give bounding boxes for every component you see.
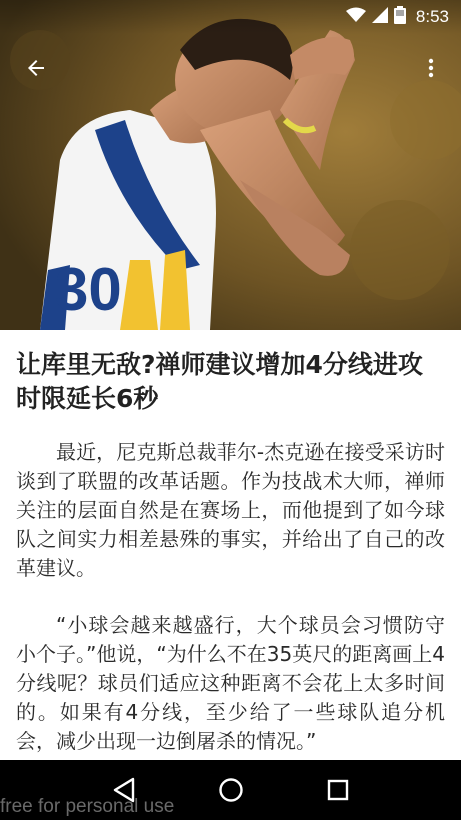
signal-icon xyxy=(372,7,388,27)
status-bar xyxy=(0,0,461,34)
more-vertical-icon xyxy=(419,56,443,80)
more-options-button[interactable] xyxy=(415,52,447,84)
wifi-icon xyxy=(346,7,366,27)
watermark: free for personal use xyxy=(0,796,175,817)
nav-back-button[interactable] xyxy=(104,770,144,810)
nav-recents-button[interactable] xyxy=(318,770,358,810)
nav-home-button[interactable] xyxy=(211,770,251,810)
status-time: 8:53 xyxy=(415,7,449,26)
back-button[interactable] xyxy=(20,52,52,84)
battery-icon xyxy=(394,6,406,28)
navigation-bar xyxy=(0,760,461,820)
nav-back-icon xyxy=(112,777,136,803)
hero-image xyxy=(0,0,461,330)
article-paragraph-2: “小球会越来越盛行，大个球员会习惯防守小个子。”他说，“为什么不在35英尺的距离画上4分线呢？球员们适应这种距离不会花上太多时间的。如果有4分线，至少给了一些球队追分机会，减少出现一边倒屠杀的情况。” xyxy=(16,613,445,753)
article-paragraph-1: 最近，尼克斯总裁菲尔-杰克逊在接受采访时谈到了联盟的改革话题。作为技战术大师，禅师关注的层面自然是在赛场上，而他提到了如今球队之间实力相差悬殊的事实，并给出了自己的改革建议。 xyxy=(16,440,445,580)
nav-recents-icon xyxy=(326,778,350,802)
arrow-left-icon xyxy=(24,56,48,80)
article-title: 让库里无敌?禅师建议增加4分线进攻时限延长6秒 xyxy=(16,350,423,413)
nav-home-icon xyxy=(218,777,244,803)
article-body xyxy=(0,330,461,760)
jersey-number: 30 xyxy=(55,256,122,323)
toolbar xyxy=(0,44,461,92)
